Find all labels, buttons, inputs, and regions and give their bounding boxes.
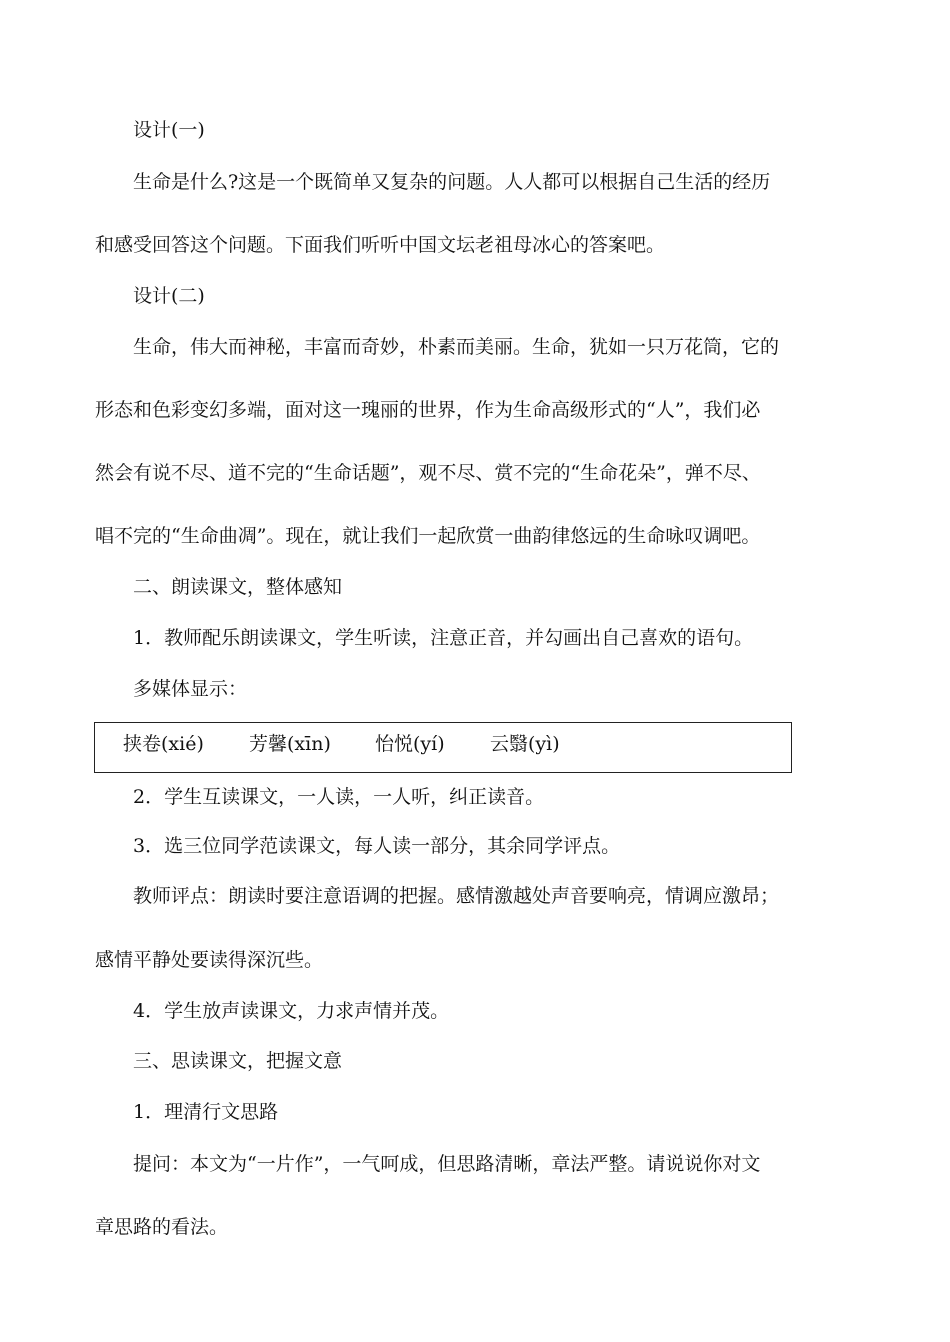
step-line: 1．教师配乐朗读课文，学生听读，注意正音，并勾画出自己喜欢的语句。 — [133, 627, 754, 649]
paragraph-line: 和感受回答这个问题。下面我们听听中国文坛老祖母冰心的答案吧。 — [95, 234, 666, 256]
paragraph-line: 感情平静处要读得深沉些。 — [95, 949, 324, 971]
pinyin-item: 挟卷(xié) — [123, 733, 204, 755]
paragraph-line: 提问：本文为“一片作”，一气呵成，但思路清晰，章法严整。请说说你对文 — [133, 1153, 761, 1175]
step-line: 1．理清行文思路 — [133, 1101, 279, 1123]
multimedia-label: 多媒体显示： — [133, 678, 248, 700]
paragraph-line: 章思路的看法。 — [95, 1216, 229, 1238]
pinyin-item: 芳馨(xīn) — [249, 733, 331, 755]
step-line: 2．学生互读课文，一人读，一人听，纠正读音。 — [133, 786, 545, 808]
step-line: 3．选三位同学范读课文，每人读一部分，其余同学评点。 — [133, 835, 621, 857]
heading-design-1: 设计(一) — [133, 119, 205, 141]
section-heading-2: 二、朗读课文，整体感知 — [133, 576, 343, 598]
paragraph-line: 形态和色彩变幻多端，面对这一瑰丽的世界，作为生命高级形式的“人”，我们必 — [95, 399, 761, 421]
pinyin-item: 云翳(yì) — [490, 733, 560, 755]
paragraph-line: 唱不完的“生命曲凋”。现在，就让我们一起欣赏一曲韵律悠远的生命咏叹调吧。 — [95, 525, 761, 547]
pinyin-item: 怡悦(yí) — [375, 733, 445, 755]
paragraph-line: 生命是什么?这是一个既简单又复杂的问题。人人都可以根据自己生活的经历 — [133, 171, 771, 193]
heading-design-2: 设计(二) — [133, 285, 205, 307]
paragraph-line: 生命，伟大而神秘，丰富而奇妙，朴素而美丽。生命，犹如一只万花筒，它的 — [133, 336, 780, 358]
paragraph-line: 然会有说不尽、道不完的“生命话题”，观不尽、赏不完的“生命花朵”，弹不尽、 — [95, 462, 761, 484]
paragraph-line: 教师评点：朗读时要注意语调的把握。感情激越处声音要响亮，情调应激昂； — [133, 885, 780, 907]
step-line: 4．学生放声读课文，力求声情并茂。 — [133, 1000, 450, 1022]
pinyin-box — [94, 722, 792, 773]
section-heading-3: 三、思读课文，把握文意 — [133, 1050, 343, 1072]
